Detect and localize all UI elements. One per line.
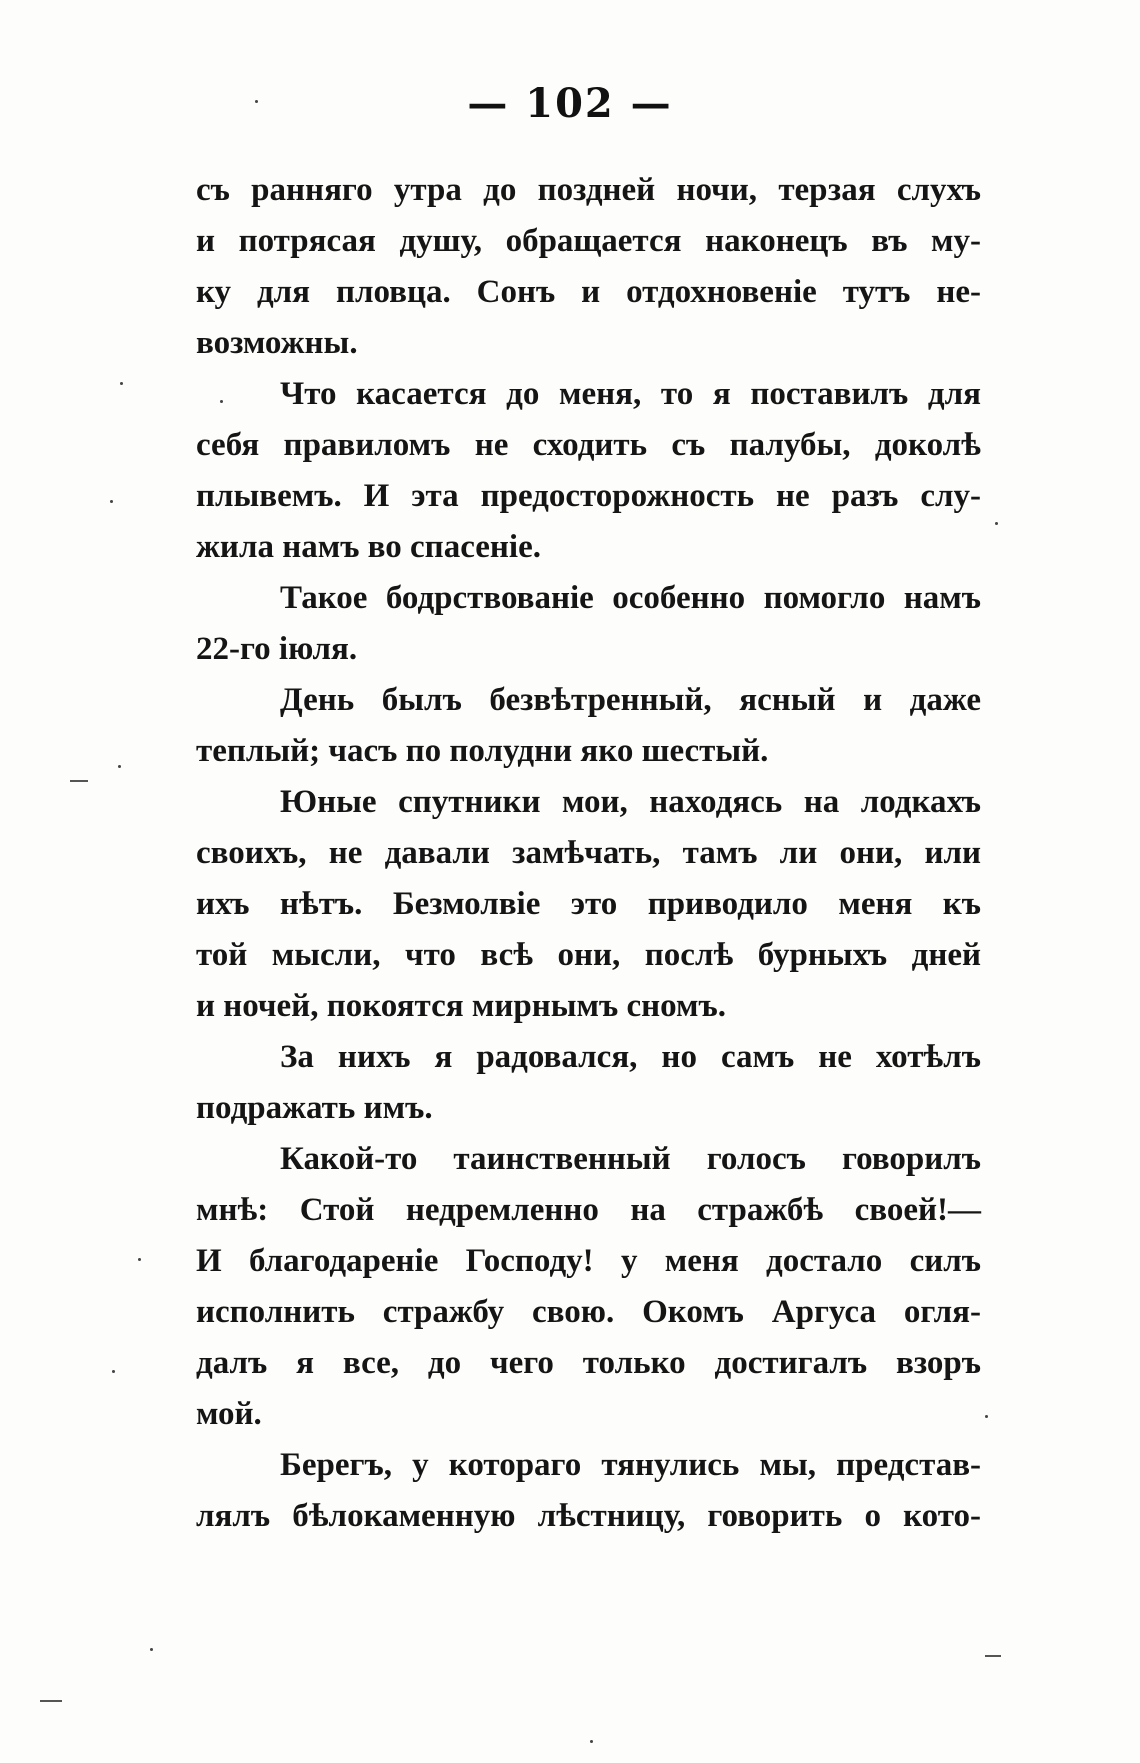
text-line: жила намъ во спасеніе.: [196, 529, 541, 565]
scan-mark: [40, 1700, 62, 1702]
paragraph: [196, 1440, 981, 1542]
text-line: И благодареніе Господу! у меня достало силъ: [196, 1243, 981, 1279]
scan-speck: [220, 400, 223, 403]
scan-speck: [995, 522, 998, 525]
text-line: съ ранняго утра до поздней ночи, терзая слухъ: [196, 172, 981, 208]
body-text: [196, 165, 981, 1542]
text-line: той мысли, что всѣ они, послѣ бурныхъ дней: [196, 937, 981, 973]
text-line: мой.: [196, 1396, 262, 1432]
text-line: Такое бодрствованіе особенно помогло намъ: [280, 580, 981, 616]
text-line: ихъ нѣтъ. Безмолвіе это приводило меня къ: [196, 886, 981, 922]
scan-speck: [118, 765, 121, 768]
scan-speck: [110, 500, 113, 503]
text-line: плывемъ. И эта предосторожность не разъ слу-: [196, 478, 981, 514]
scan-speck: [112, 1370, 115, 1373]
scan-speck: [150, 1648, 153, 1651]
text-line: День былъ безвѣтренный, ясный и даже: [280, 682, 981, 718]
paragraph: [196, 1134, 981, 1440]
scan-speck: [120, 382, 123, 385]
paragraph: [196, 777, 981, 1032]
paragraph: [196, 675, 981, 777]
text-line: Юные спутники мои, находясь на лодкахъ: [280, 784, 981, 820]
paragraph: [196, 573, 981, 675]
page-number: — 102 —: [467, 80, 673, 127]
text-line: 22-го іюля.: [196, 631, 358, 667]
scan-speck: [985, 1415, 988, 1418]
text-line: возможны.: [196, 325, 358, 361]
text-line: теплый; часъ по полудни яко шестый.: [196, 733, 769, 769]
scan-mark: [985, 1655, 1001, 1657]
paragraph: [196, 369, 981, 573]
paragraph: [196, 165, 981, 369]
paragraph: [196, 1032, 981, 1134]
scan-speck: [138, 1258, 141, 1261]
text-line: далъ я все, до чего только достигалъ взоръ: [196, 1345, 981, 1381]
scan-mark: [70, 780, 88, 782]
text-line: и ночей, покоятся мирнымъ сномъ.: [196, 988, 726, 1024]
text-line: За нихъ я радовался, но самъ не хотѣлъ: [280, 1039, 981, 1075]
scan-speck: [255, 100, 258, 103]
text-line: мнѣ: Стой недремленно на стражбѣ своей!—: [196, 1192, 981, 1228]
text-line: Что касается до меня, то я поставилъ для: [280, 376, 981, 412]
text-line: исполнить стражбу свою. Окомъ Аргуса огля-: [196, 1294, 981, 1330]
text-line: и потрясая душу, обращается наконецъ въ му-: [196, 223, 981, 259]
text-line: лялъ бѣлокаменную лѣстницу, говорить о кото-: [196, 1498, 981, 1534]
text-line: ку для пловца. Сонъ и отдохновеніе тутъ не-: [196, 274, 981, 310]
text-line: Берегъ, у котораго тянулись мы, представ-: [280, 1447, 981, 1483]
text-line: своихъ, не давали замѣчать, тамъ ли они, или: [196, 835, 981, 871]
scan-speck: [590, 1740, 593, 1743]
text-line: Какой-то таинственный голосъ говорилъ: [280, 1141, 981, 1177]
text-line: подражать имъ.: [196, 1090, 433, 1126]
text-line: себя правиломъ не сходить съ палубы, доколѣ: [196, 427, 981, 463]
